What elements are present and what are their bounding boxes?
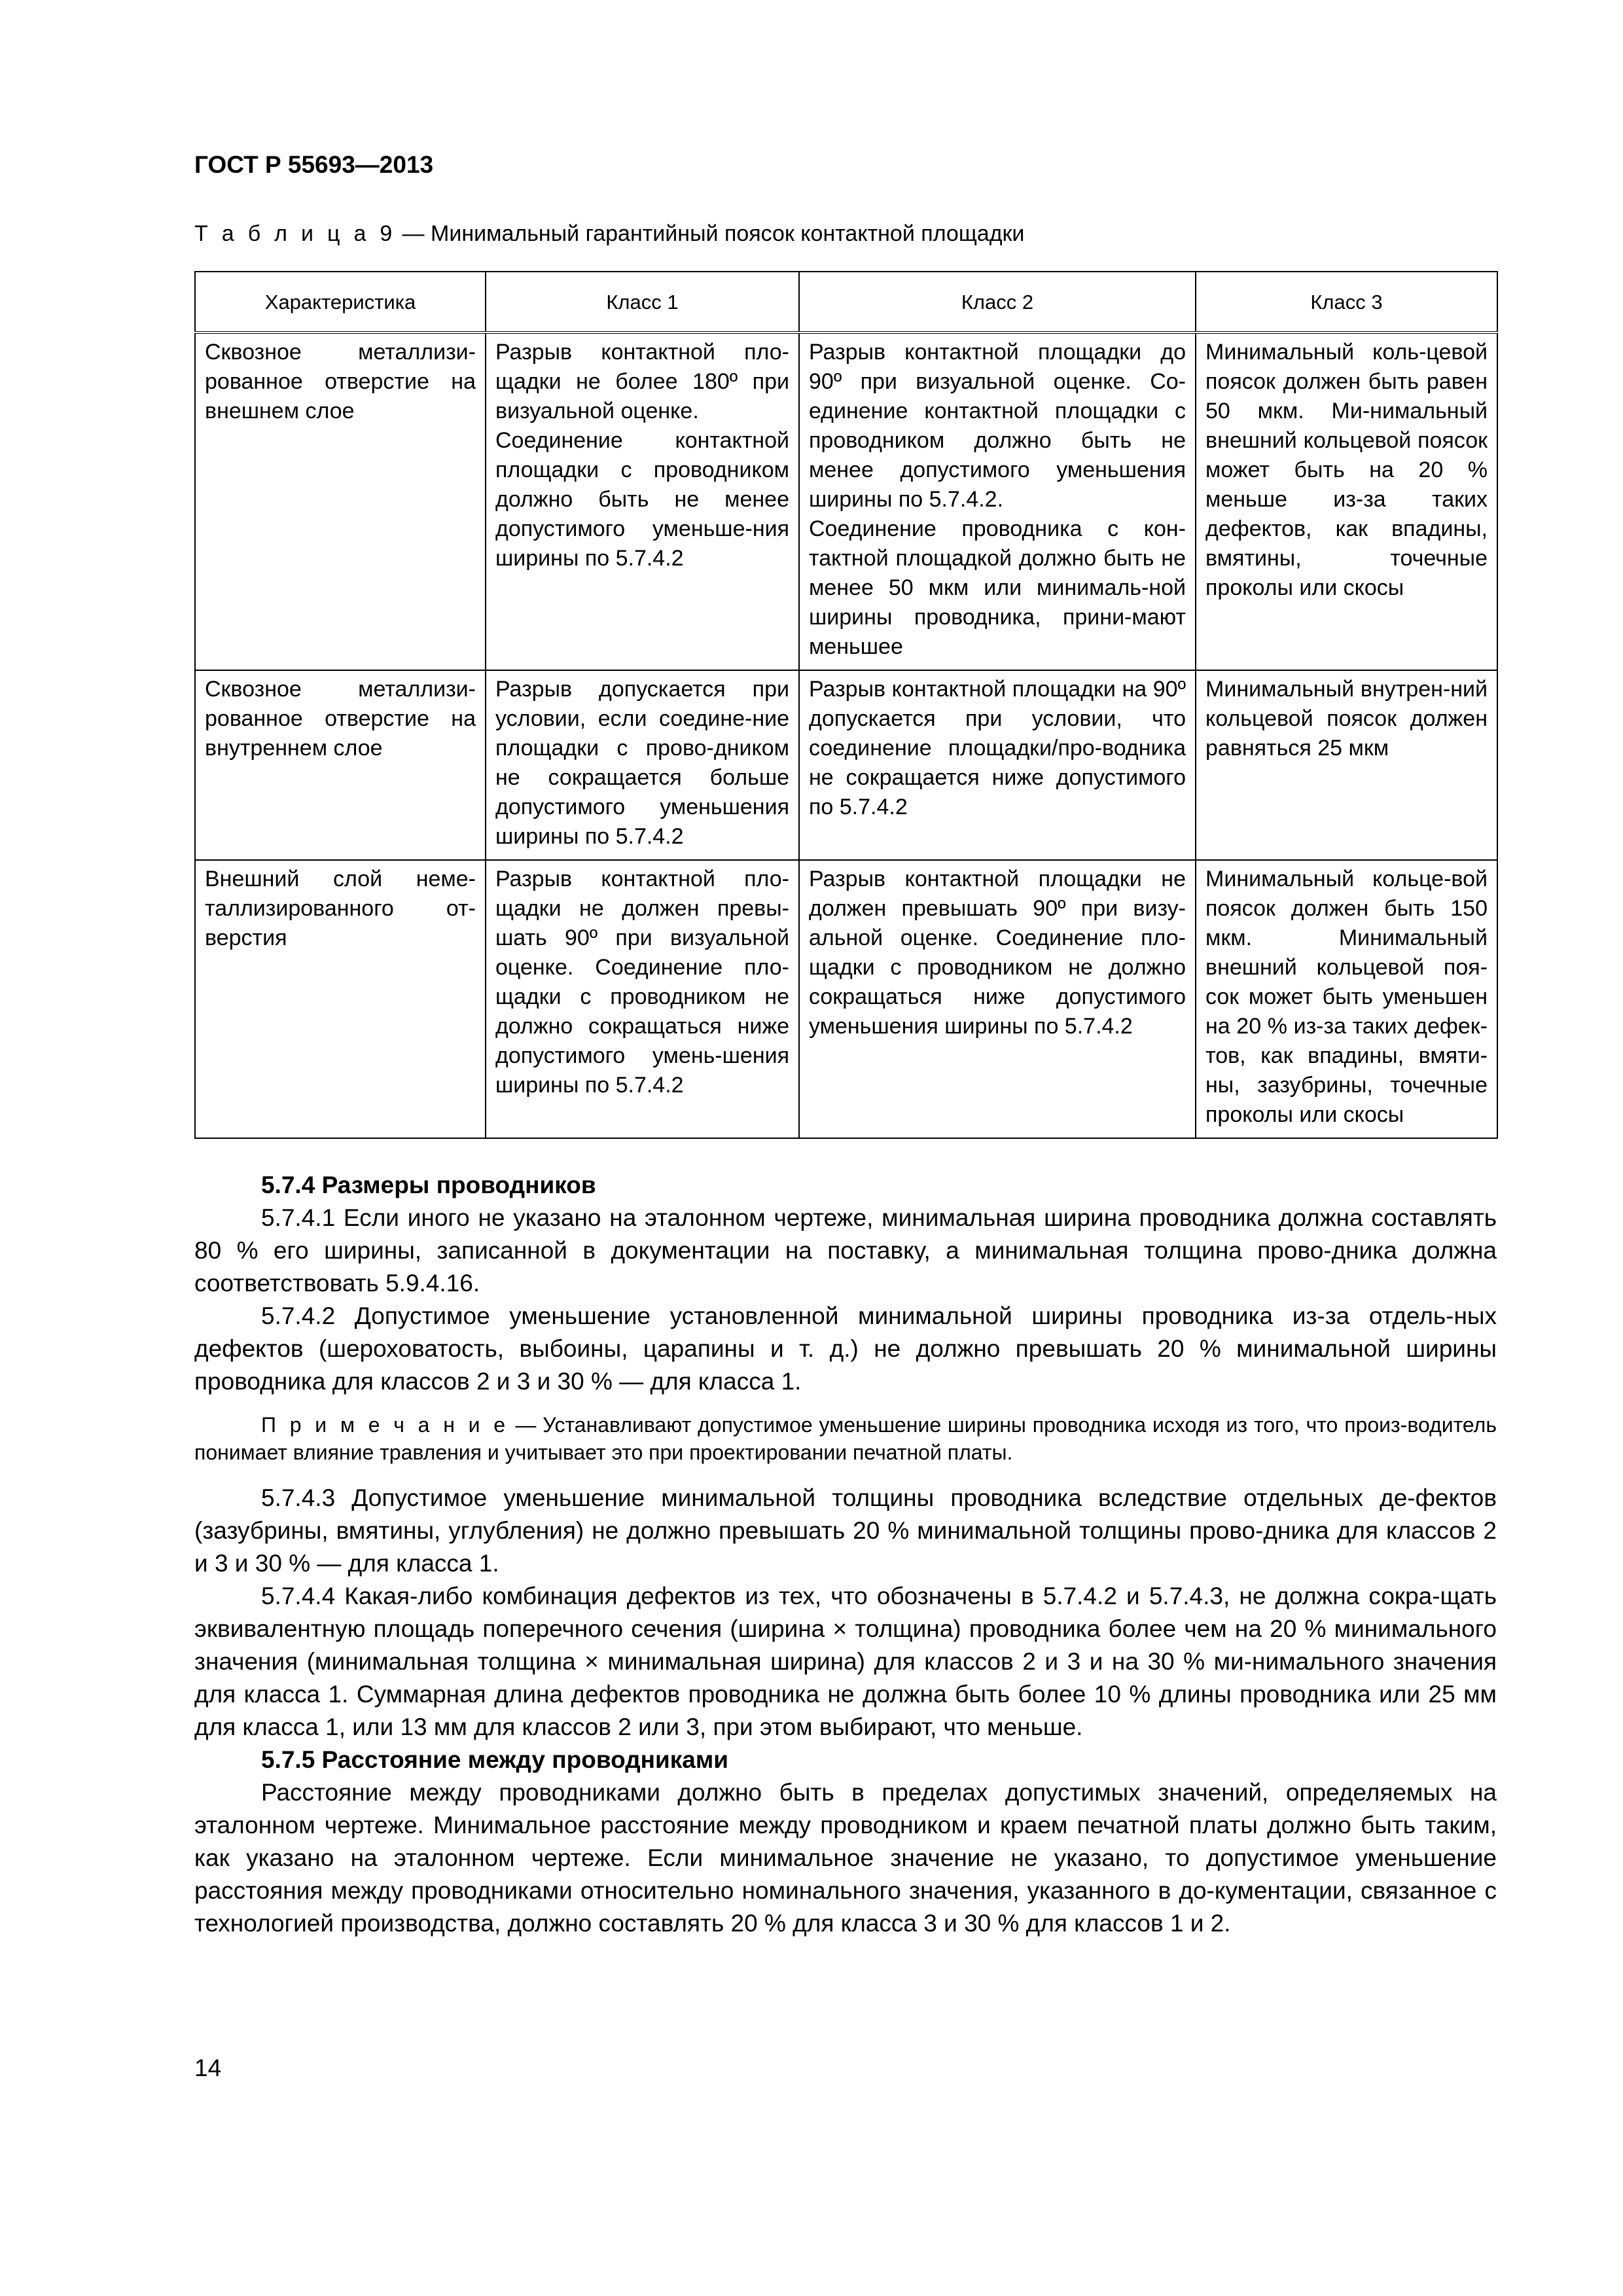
cell-class1	[486, 332, 799, 670]
cell-class3	[1196, 670, 1497, 860]
section-heading-575: 5.7.5 Расстояние между проводниками	[261, 1746, 728, 1773]
cell-text: Разрыв контактной пло-щадки не более 180º при визуальной оценке.	[495, 340, 789, 423]
paragraph-5744: 5.7.4.4 Какая-либо комбинация дефектов из тех, что обозначены в 5.7.4.2 и 5.7.4.3, не должна сокра-щать эквивалентную площадь поперечного сечения (ширина × толщина) проводника более чем на 20 % минимального значения (минимальная толщина × минимальная ширина) для классов 2 и 3 и на 30 % ми-нимального значения для класса 1. Суммарная длина дефектов проводника не должна быть более 10 % длины проводника или 25 мм для класса 1, или 13 мм для классов 2 или 3, при этом выбирают, что меньше.	[194, 1583, 1497, 1740]
cell-text: Соединение проводника с кон-тактной площадкой должно быть не менее 50 мкм или минималь-ной ширины проводника, прини-мают меньшее	[809, 516, 1186, 659]
cell-characteristic	[195, 860, 486, 1138]
cell-text: Разрыв контактной площадки на 90º допускается при условии, что соединение площадки/про-водника не сокращается ниже допустимого по 5.7.4.2	[809, 677, 1186, 819]
cell-class1	[486, 860, 799, 1138]
table-caption-title: — Минимальный гарантийный поясок контактной площадки	[396, 221, 1025, 246]
column-header-characteristic: Характеристика	[195, 272, 486, 332]
paragraph-5743: 5.7.4.3 Допустимое уменьшение минимальной толщины проводника вследствие отдельных де-фектов (зазубрины, вмятины, углубления) не должно превышать 20 % минимальной толщины прово-дника для классов 2 и 3 и 30 % — для класса 1.	[194, 1484, 1497, 1577]
cell-class1	[486, 670, 799, 860]
table-caption-label: Т а б л и ц а 9	[194, 221, 397, 246]
cell-text: Разрыв контактной площадки не должен превышать 90º при визу-альной оценке. Соединение пло-щадки с проводником не должно сокращаться ниже допустимого уменьшения ширины по 5.7.4.2	[809, 867, 1186, 1039]
cell-text: Разрыв контактной пло-щадки не должен превы-шать 90º при визуальной оценке. Соединение пло-щадки с проводником не должно сокращаться ниже допустимого умень-шения ширины по 5.7.4.2	[495, 867, 789, 1098]
cell-text: Соединение контактной площадки с проводником должно быть не менее допустимого уменьше-ния ширины по 5.7.4.2	[495, 428, 789, 571]
cell-text: Минимальный внутрен-ний кольцевой поясок должен равняться 25 мкм	[1205, 677, 1488, 761]
cell-class3	[1196, 332, 1497, 670]
document-page	[194, 151, 1497, 1940]
note	[194, 1411, 1497, 1466]
column-header-class3: Класс 3	[1196, 272, 1497, 332]
table-row	[195, 860, 1497, 1138]
cell-class2	[799, 332, 1196, 670]
page-number: 14	[194, 2054, 222, 2081]
paragraph-5742: 5.7.4.2 Допустимое уменьшение установленной минимальной ширины проводника из-за отдель-ных дефектов (шероховатость, выбоины, царапины и т. д.) не должно превышать 20 % минимальной ширины проводника для классов 2 и 3 и 30 % — для класса 1.	[194, 1302, 1497, 1395]
cell-text: Минимальный коль-цевой поясок должен быть равен 50 мкм. Ми-нимальный внешний кольцевой поясок может быть на 20 % меньше из-за таких дефектов, как впадины, вмятины, точечные проколы или скосы	[1205, 340, 1488, 600]
cell-text: Минимальный кольце-вой поясок должен быть 150 мкм. Минимальный внешний кольцевой поя-сок может быть уменьшен на 20 % из-за таких дефек-тов, как впадины, вмяти-ны, зазубрины, точечные проколы или скосы	[1205, 867, 1488, 1127]
table-caption	[194, 220, 1497, 247]
body-text	[194, 1169, 1497, 1940]
table-row	[195, 670, 1497, 860]
column-header-class1: Класс 1	[486, 272, 799, 332]
cell-text: Внешний слой неме-таллизированного от-верстия	[205, 867, 476, 950]
note-text: — Устанавливают допустимое уменьшение ширины проводника исходя из того, что произ-водитель понимает влияние травления и учитывает это при проектировании печатной платы.	[194, 1413, 1497, 1464]
column-header-class2: Класс 2	[799, 272, 1196, 332]
cell-characteristic	[195, 332, 486, 670]
cell-text: Сквозное металлизи-рованное отверстие на внешнем слое	[205, 340, 476, 423]
section-heading-574: 5.7.4 Размеры проводников	[261, 1172, 596, 1198]
paragraph-575: Расстояние между проводниками должно быть в пределах допустимых значений, определяемых на эталонном чертеже. Минимальное расстояние между проводником и краем печатной платы должно быть таким, как указано на эталонном чертеже. Если минимальное значение не указано, то допустимое уменьшение расстояния между проводниками относительно номинального значения, указанного в до-кументации, связанное с технологией производства, должно составлять 20 % для класса 3 и 30 % для классов 1 и 2.	[194, 1779, 1497, 1937]
document-code-header: ГОСТ Р 55693—2013	[194, 151, 434, 178]
note-label: П р и м е ч а н и е	[261, 1413, 509, 1437]
table-header-row	[195, 272, 1497, 332]
ring-table	[194, 271, 1498, 1139]
cell-class2	[799, 860, 1196, 1138]
cell-class2	[799, 670, 1196, 860]
paragraph-5741: 5.7.4.1 Если иного не указано на эталонном чертеже, минимальная ширина проводника должна составлять 80 % его ширины, записанной в документации на поставку, а минимальная толщина прово-дника должна соответствовать 5.9.4.16.	[194, 1204, 1497, 1297]
cell-text: Сквозное металлизи-рованное отверстие на внутреннем слое	[205, 677, 476, 761]
cell-characteristic	[195, 670, 486, 860]
cell-text: Разрыв контактной площадки до 90º при визуальной оценке. Со-единение контактной площадки с проводником должно быть не менее допустимого уменьшения ширины по 5.7.4.2.	[809, 340, 1186, 512]
cell-text: Разрыв допускается при условии, если соедине-ние площадки с прово-дником не сокращается больше допустимого уменьшения ширины по 5.7.4.2	[495, 677, 789, 849]
cell-class3	[1196, 860, 1497, 1138]
table-row	[195, 332, 1497, 670]
